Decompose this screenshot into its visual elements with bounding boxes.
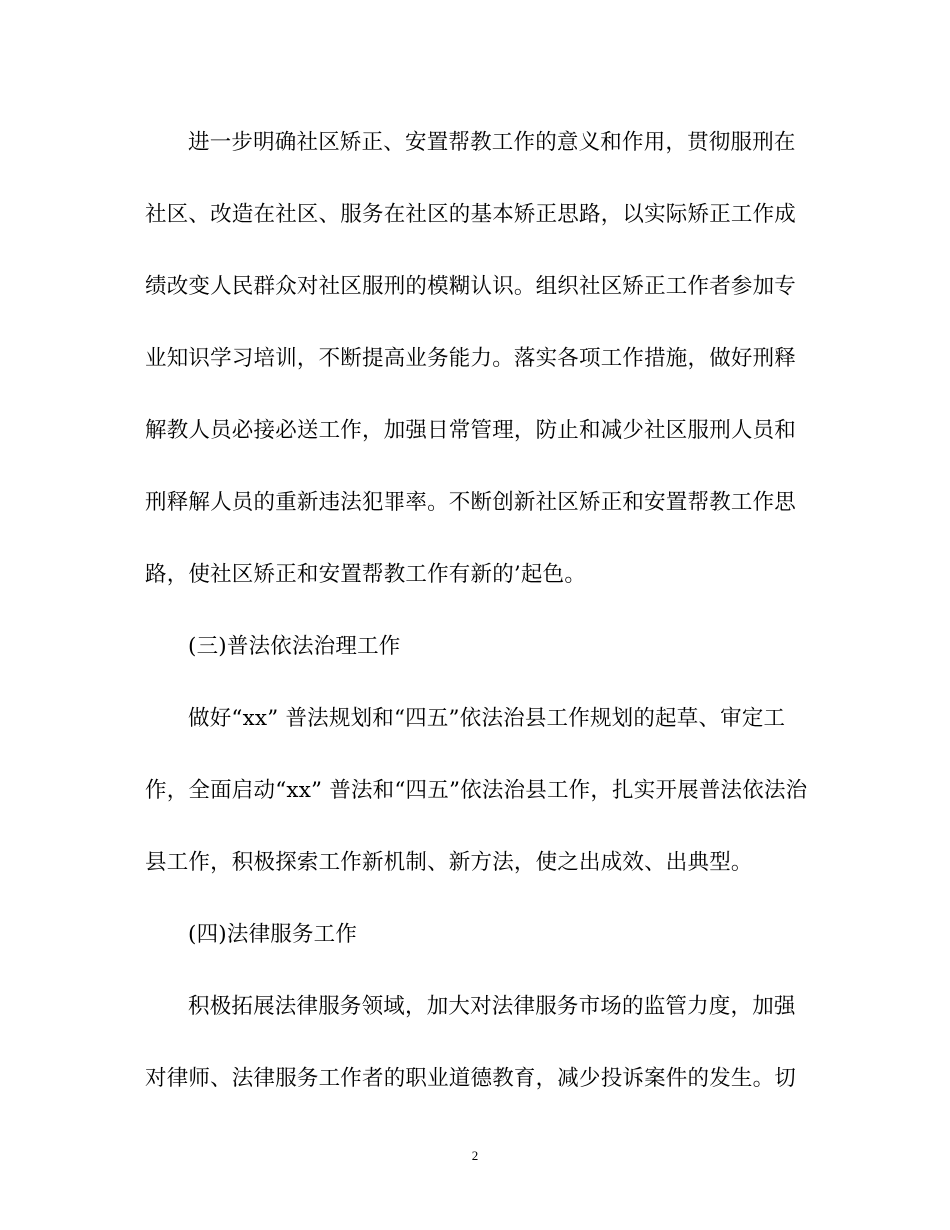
text-line: 对律师、法律服务工作者的职业道德教育，减少投诉案件的发生。切 [145, 1066, 797, 1091]
text-line: 积极拓展法律服务领域，加大对法律服务市场的监管力度，加强 [188, 994, 796, 1019]
text-line: 社区、改造在社区、服务在社区的基本矫正思路，以实际矫正工作成 [145, 202, 797, 227]
text-line: 做好“xx” 普法规划和“四五”依法治县工作规划的起草、审定工 [188, 706, 786, 731]
text-line: 进一步明确社区矫正、安置帮教工作的意义和作用，贯彻服刑在 [188, 130, 796, 155]
text-line: 解教人员必接必送工作，加强日常管理，防止和减少社区服刑人员和 [145, 418, 797, 443]
page-number: 2 [471, 1148, 479, 1163]
text-line: 县工作，积极探索工作新机制、新方法，使之出成效、出典型。 [145, 850, 753, 875]
section-heading: (四)法律服务工作 [188, 922, 358, 947]
text-line: 业知识学习培训，不断提高业务能力。落实各项工作措施，做好刑释 [145, 346, 797, 371]
text-line: 路，使社区矫正和安置帮教工作有新的’起色。 [145, 562, 587, 587]
text-line: 刑释解人员的重新违法犯罪率。不断创新社区矫正和安置帮教工作思 [145, 490, 797, 515]
text-line: 绩改变人民群众对社区服刑的模糊认识。组织社区矫正工作者参加专 [145, 274, 797, 299]
section-heading: (三)普法依法治理工作 [188, 634, 401, 659]
text-line: 作，全面启动“xx” 普法和“四五”依法治县工作，扎实开展普法依法治 [145, 778, 808, 803]
body-text [145, 120, 808, 1128]
